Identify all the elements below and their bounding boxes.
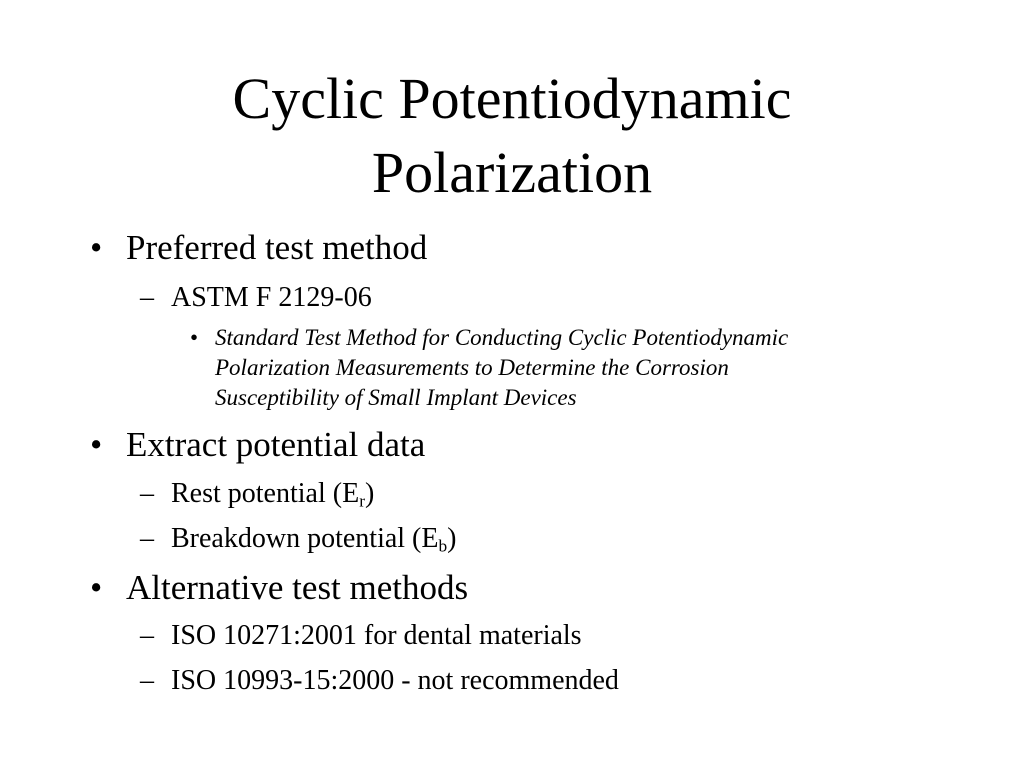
standard-description-line-1: Standard Test Method for Conducting Cyclic Potentiodynamic [215,325,789,350]
subitem-label-prefix: Rest potential (E [171,478,360,509]
bullet-label: Extract potential data [126,425,426,464]
standard-description-line-3: Susceptibility of Small Implant Devices [215,385,577,410]
dash-marker: – [140,665,154,696]
bullet-label: Alternative test methods [126,568,469,607]
subitem-label: ASTM F 2129-06 [171,282,372,313]
slide-title-line-2: Polarization [371,140,653,205]
standard-description-text [215,323,945,413]
bullet-marker: • [90,228,103,267]
subitem-label: ISO 10271:2001 for dental materials [171,620,582,651]
bullet-marker: • [90,425,103,464]
subitem-label-prefix: Breakdown potential (E [171,523,439,554]
slide-title [0,62,1024,210]
subitem-label [171,522,457,556]
dash-marker: – [140,523,154,554]
subitem-label-suffix: ) [364,478,375,509]
bullet-marker: • [90,568,103,607]
subscript: b [438,536,448,556]
subitem-label-suffix: ) [447,523,457,554]
standard-description-line-2: Polarization Measurements to Determine the Corrosion [215,355,729,380]
dash-marker: – [140,478,154,509]
dash-marker: – [140,282,154,313]
dash-marker: – [140,620,154,651]
bullet-marker: • [190,325,199,350]
bullet-label: Preferred test method [126,228,428,267]
subitem-label: ISO 10993-15:2000 - not recommended [171,665,619,696]
slide-title-line-1: Cyclic Potentiodynamic [232,66,792,131]
subitem-label [171,477,374,511]
subscript: r [359,491,365,511]
